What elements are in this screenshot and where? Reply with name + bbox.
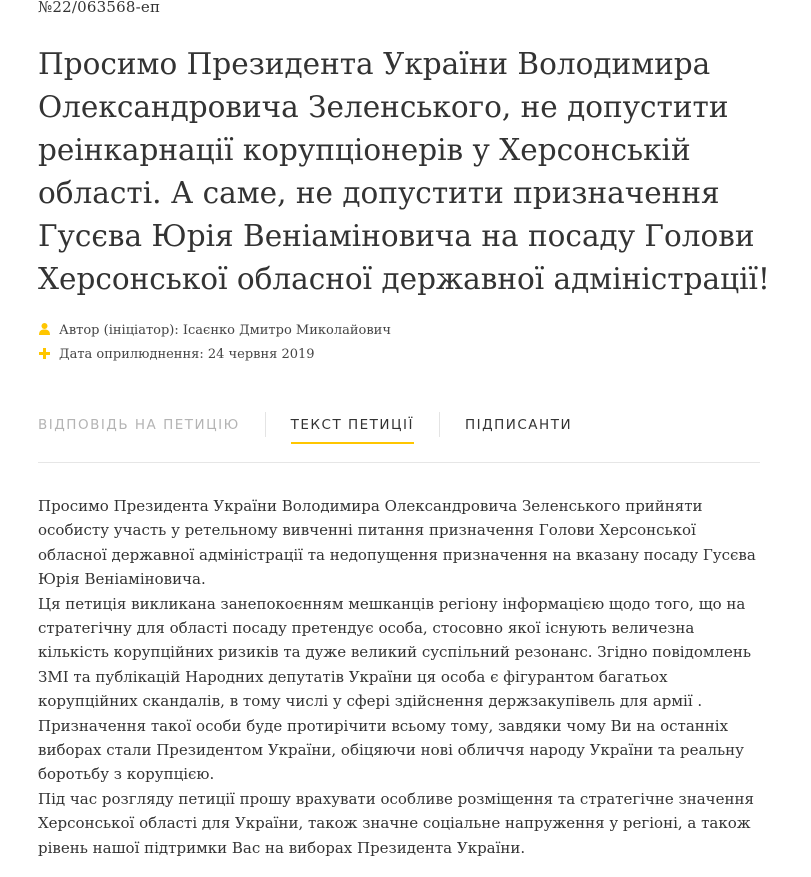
- tab-signatories[interactable]: ПІДПИСАНТИ: [464, 417, 573, 433]
- petition-meta: [38, 318, 391, 366]
- tabs-divider: [38, 462, 760, 463]
- petition-title: Просимо Президента України Володимира Олександровича Зеленського, не допустити реінкарнації корупціонерів у Херсонській області. А саме, не допустити призначення Гусєва Юрія Веніаміновича на посаду Голови Херсонської обласної державної адміністрації!: [38, 47, 770, 296]
- petition-text: [38, 494, 763, 860]
- date-label: Дата оприлюднення:: [59, 346, 204, 362]
- tab-separator: [265, 412, 266, 437]
- author-row: [38, 318, 391, 342]
- author-label: Автор (ініціатор):: [59, 322, 179, 338]
- petition-paragraph: Просимо Президента України Володимира Олександровича Зеленського прийняти особисту участь у ретельному вивченні питання призначення Голови Херсонської обласної державної адміністрації та недопущення призначення на вказану посаду Гусєва Юрія Веніаміновича.: [38, 497, 756, 589]
- user-icon: [38, 322, 50, 336]
- petition-paragraph: Призначення такої особи буде протирічити всьому тому, завдяки чому Ви на останніх виборах стали Президентом України, обіцяючи нові обличчя народу України та реальну боротьбу з корупцією.: [38, 716, 744, 784]
- petition-number: №22/063568-еп: [38, 0, 161, 16]
- tab-separator: [439, 412, 440, 437]
- petition-paragraph: Ця петиція викликана занепокоєнням мешканців регіону інформацією щодо того, що на стратегічну для області посаду претендує особа, стосовно якої існують величезна кількість корупційних ризиків та дуже великий суспільний резонанс. Згідно повідомлень ЗМІ та публікацій Народних депутатів України ця особа є фігурантом багатьох корупційних скандалів, в тому числі у сфері здійснення держзакупівель для армії .: [38, 594, 752, 711]
- petition-paragraph: Під час розгляду петиції прошу врахувати особливе розміщення та стратегічне значення Херсонської області для України, також значне соціальне напруження у регіоні, а також рівень нашої підтримки Вас на виборах Президента України.: [38, 789, 754, 857]
- petition-tabs: [38, 410, 760, 440]
- date-row: [38, 342, 391, 366]
- tab-response[interactable]: ВІДПОВІДЬ НА ПЕТИЦІЮ: [38, 417, 240, 433]
- date-value: 24 червня 2019: [207, 346, 315, 362]
- plus-icon: [38, 346, 50, 360]
- tab-petition-text[interactable]: ТЕКСТ ПЕТИЦІЇ: [291, 410, 414, 440]
- author-value: Ісаєнко Дмитро Миколайович: [182, 322, 391, 338]
